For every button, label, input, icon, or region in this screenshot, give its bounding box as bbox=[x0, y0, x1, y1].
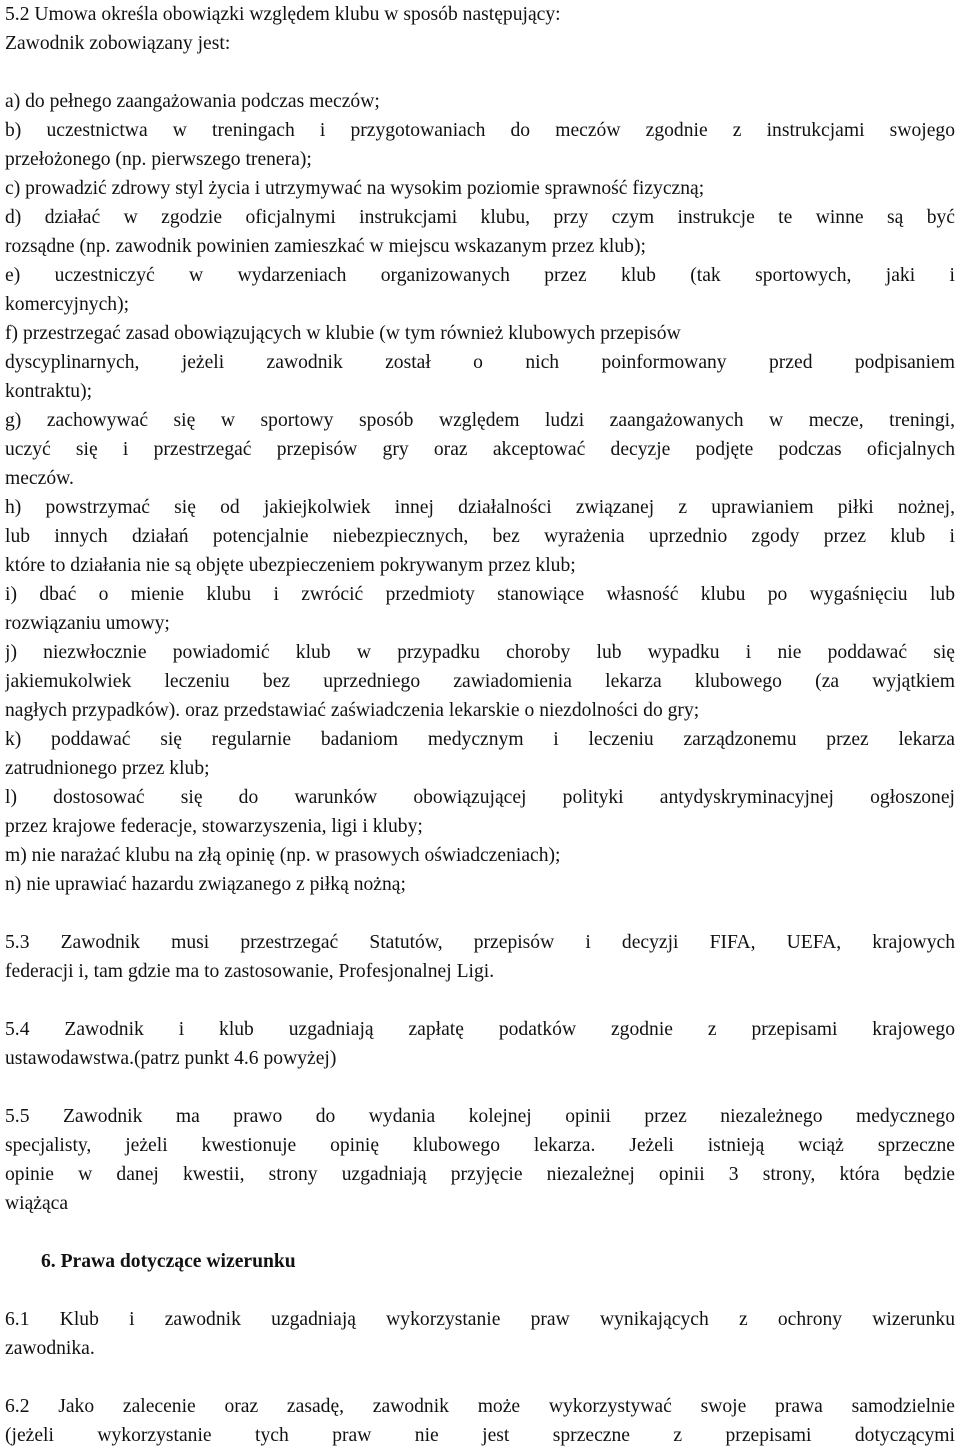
text-line: ustawodawstwa.(patrz punkt 4.6 powyżej) bbox=[5, 1048, 337, 1069]
paragraph-gap bbox=[5, 58, 955, 87]
paragraph-gap bbox=[5, 1073, 955, 1102]
paragraph-gap bbox=[5, 1276, 955, 1305]
text-line: c) prowadzić zdrowy styl życia i utrzymywać na wysokim poziomie sprawność fizyczną; bbox=[5, 178, 705, 199]
paragraph-gap bbox=[5, 986, 955, 1015]
text-line: jakiemukolwiek leczeniu bez uprzedniego zawiadomienia lekarza klubowego (za wyjątkiem bbox=[5, 671, 955, 692]
text-line: g) zachowywać się w sportowy sposób względem ludzi zaangażowanych w mecze, treningi, bbox=[5, 410, 955, 431]
section-heading: 6. Prawa dotyczące wizerunku bbox=[41, 1251, 296, 1272]
text-line: Zawodnik zobowiązany jest: bbox=[5, 33, 231, 54]
text-line: e) uczestniczyć w wydarzeniach organizowanych przez klub (tak sportowych, jaki i bbox=[5, 265, 955, 286]
text-line: 5.2 Umowa określa obowiązki względem klubu w sposób następujący: bbox=[5, 4, 561, 25]
text-line: nagłych przypadków). oraz przedstawiać zaświadczenia lekarskie o niezdolności do gry; bbox=[5, 700, 700, 721]
text-line: meczów. bbox=[5, 468, 74, 489]
text-line: b) uczestnictwa w treningach i przygotowaniach do meczów zgodnie z instrukcjami swojego bbox=[5, 120, 955, 141]
text-line: i) dbać o mienie klubu i zwrócić przedmioty stanowiące własność klubu po wygaśnięciu lub bbox=[5, 584, 955, 605]
text-line: l) dostosować się do warunków obowiązującej polityki antydyskryminacyjnej ogłoszonej bbox=[5, 787, 955, 808]
text-line: dyscyplinarnych, jeżeli zawodnik został o nich poinformowany przed podpisaniem bbox=[5, 352, 955, 373]
text-line: uczyć się i przestrzegać przepisów gry oraz akceptować decyzje podjęte podczas oficjalnych bbox=[5, 439, 955, 460]
text-line: 5.5 Zawodnik ma prawo do wydania kolejnej opinii przez niezależnego medycznego bbox=[5, 1106, 955, 1127]
text-line: wiążąca bbox=[5, 1193, 69, 1214]
paragraph-gap bbox=[5, 1363, 955, 1392]
text-line: opinie w danej kwestii, strony uzgadniają przyjęcie niezależnej opinii 3 strony, która będzie bbox=[5, 1164, 955, 1185]
text-line: k) poddawać się regularnie badaniom medycznym i leczeniu zarządzonemu przez lekarza bbox=[5, 729, 955, 750]
text-line: j) niezwłocznie powiadomić klub w przypadku choroby lub wypadku i nie poddawać się bbox=[5, 642, 955, 663]
text-line: federacji i, tam gdzie ma to zastosowanie, Profesjonalnej Ligi. bbox=[5, 961, 495, 982]
text-line: zawodnika. bbox=[5, 1338, 95, 1359]
text-line: a) do pełnego zaangażowania podczas meczów; bbox=[5, 91, 380, 112]
text-line: przełożonego (np. pierwszego trenera); bbox=[5, 149, 312, 170]
text-line: lub innych działań potencjalnie niebezpiecznych, bez wyrażenia uprzednio zgody przez klub i bbox=[5, 526, 955, 547]
text-line: 6.1 Klub i zawodnik uzgadniają wykorzystanie praw wynikających z ochrony wizerunku bbox=[5, 1309, 955, 1330]
text-line: m) nie narażać klubu na złą opinię (np. w prasowych oświadczeniach); bbox=[5, 845, 561, 866]
paragraph-gap bbox=[5, 899, 955, 928]
text-line: kontraktu); bbox=[5, 381, 93, 402]
paragraph-gap bbox=[5, 1218, 955, 1247]
text-line: h) powstrzymać się od jakiejkolwiek innej działalności związanej z uprawianiem piłki nożnej, bbox=[5, 497, 955, 518]
text-line: 5.3 Zawodnik musi przestrzegać Statutów, przepisów i decyzji FIFA, UEFA, krajowych bbox=[5, 932, 955, 953]
text-line: rozsądne (np. zawodnik powinien zamieszkać w miejscu wskazanym przez klub); bbox=[5, 236, 646, 257]
text-line: specjalisty, jeżeli kwestionuje opinię klubowego lekarza. Jeżeli istnieją wciąż sprzeczne bbox=[5, 1135, 955, 1156]
text-line: (jeżeli wykorzystanie tych praw nie jest sprzeczne z przepisami dotyczącymi bbox=[5, 1425, 955, 1446]
text-line: zatrudnionego przez klub; bbox=[5, 758, 210, 779]
text-line: n) nie uprawiać hazardu związanego z piłką nożną; bbox=[5, 874, 406, 895]
text-line: 5.4 Zawodnik i klub uzgadniają zapłatę podatków zgodnie z przepisami krajowego bbox=[5, 1019, 955, 1040]
text-line: komercyjnych); bbox=[5, 294, 130, 315]
text-line: 6.2 Jako zalecenie oraz zasadę, zawodnik może wykorzystywać swoje prawa samodzielnie bbox=[5, 1396, 955, 1417]
text-line: rozwiązaniu umowy; bbox=[5, 613, 170, 634]
text-line: które to działania nie są objęte ubezpieczeniem pokrywanym przez klub; bbox=[5, 555, 576, 576]
text-line: f) przestrzegać zasad obowiązujących w klubie (w tym również klubowych przepisów bbox=[5, 323, 681, 344]
text-line: przez krajowe federacje, stowarzyszenia, ligi i kluby; bbox=[5, 816, 423, 837]
text-line: d) działać w zgodzie oficjalnymi instrukcjami klubu, przy czym instrukcje te winne są być bbox=[5, 207, 955, 228]
